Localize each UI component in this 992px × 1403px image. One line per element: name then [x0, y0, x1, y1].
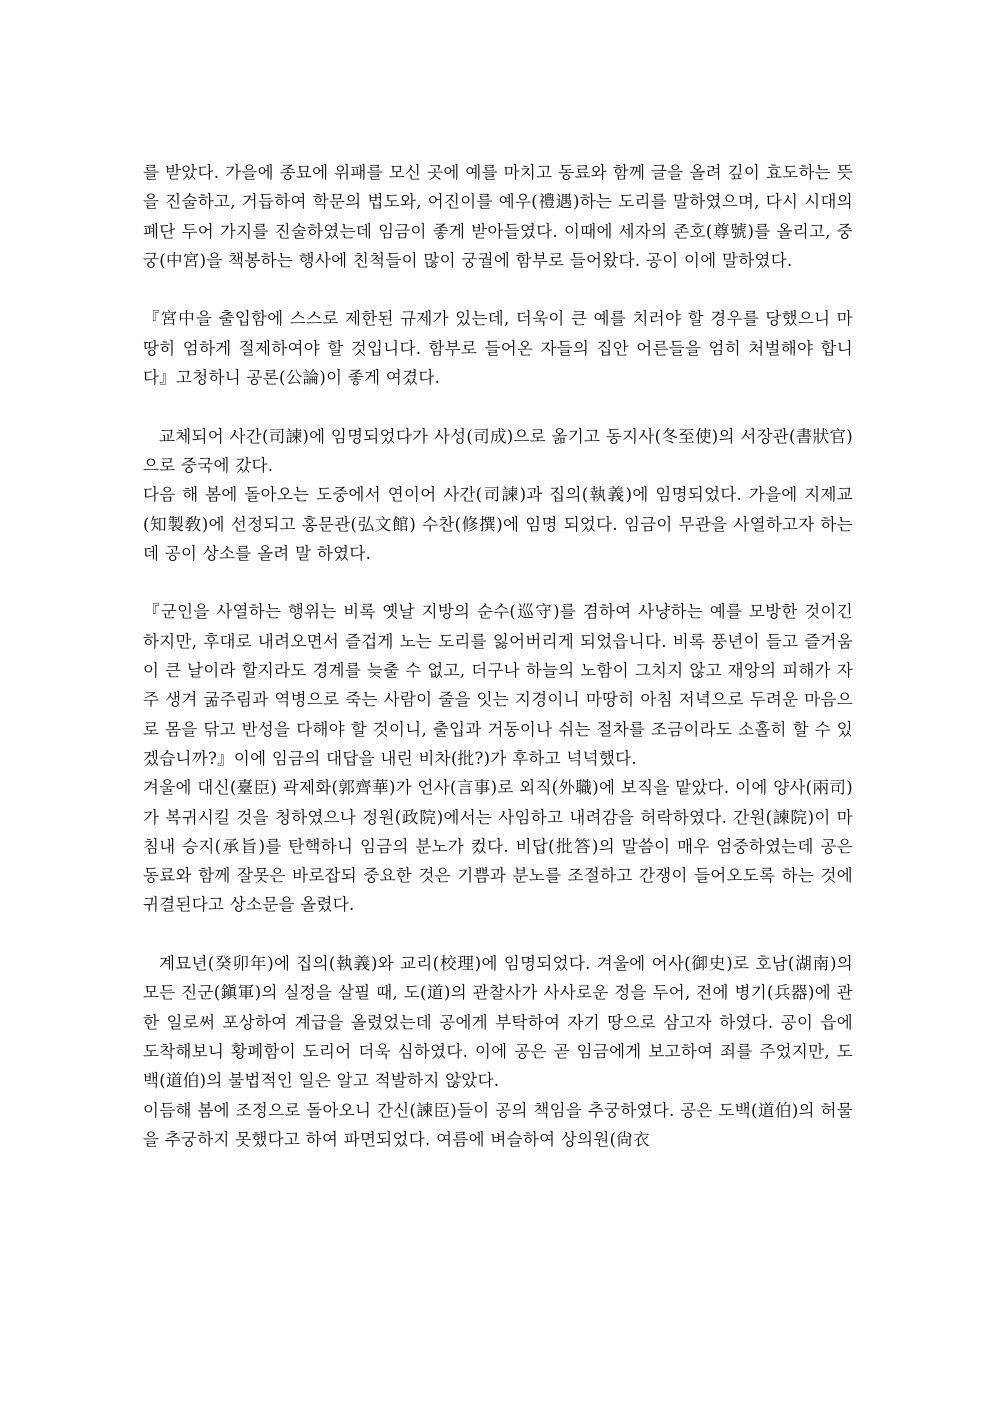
- paragraph-2: 『宮中을 출입함에 스스로 제한된 규제가 있는데, 더욱이 큰 예를 치러야 할 경우를 당했으니 마땅히 엄하게 절제하여야 할 것입니다. 함부로 들어온 자들의 집안 어른들을 엄히 처벌해야 합니다』고청하니 공론(公論)이 좋게 여겼다.: [143, 309, 853, 388]
- document-body: [143, 158, 853, 1154]
- paragraph-1: 를 받았다. 가을에 종묘에 위패를 모신 곳에 예를 마치고 동료와 함께 글을 올려 깊이 효도하는 뜻을 진술하고, 거듭하여 학문의 법도와, 어진이를 예우(禮遇)하는 도리를 말하였으며, 다시 시대의 폐단 두어 가지를 진술하였는데 임금이 좋게 받아들였다. 이때에 세자의 존호(尊號)를 올리고, 중궁(中宮)을 책봉하는 행사에 친척들이 많이 궁궐에 함부로 들어왔다. 공이 이에 말하였다.: [143, 163, 853, 270]
- paragraph-7: 계묘년(癸卯年)에 집의(執義)와 교리(校理)에 임명되었다. 겨울에 어사(御史)로 호남(湖南)의 모든 진군(鎭軍)의 실정을 살필 때, 도(道)의 관찰사가 사사로운 정을 두어, 전에 병기(兵器)에 관한 일로써 포상하여 계급을 올렸었는데 공에게 부탁하여 자기 땅으로 삼고자 하였다. 공이 읍에 도착해보니 황폐함이 도리어 더욱 심하였다. 이에 공은 곧 임금에게 보고하여 죄를 주었지만, 도백(道伯)의 불법적인 일은 알고 적발하지 않았다.: [143, 954, 853, 1091]
- paragraph-spacer: [143, 920, 853, 949]
- paragraph-8: 이듬해 봄에 조정으로 돌아오니 간신(諫臣)들이 공의 책임을 추궁하였다. 공은 도백(道伯)의 허물을 추궁하지 못했다고 하여 파면되었다. 여름에 벼슬하여 상의원(尙衣: [143, 1100, 853, 1149]
- paragraph-5: 『군인을 사열하는 행위는 비록 옛날 지방의 순수(巡守)를 겸하여 사냥하는 예를 모방한 것이긴 하지만, 후대로 내려오면서 즐겁게 노는 도리를 잃어버리게 되었읍니다. 비록 풍년이 들고 즐거움이 큰 날이라 할지라도 경계를 늦출 수 없고, 더구나 하늘의 노함이 그치지 않고 재앙의 피해가 자주 생겨 굶주림과 역병으로 죽는 사람이 줄을 잇는 지경이니 마땅히 아침 저녁으로 두려운 마음으로 몸을 닦고 반성을 다해야 할 것이니, 출입과 거동이나 쉬는 절차를 조금이라도 소홀히 할 수 있겠습니까?』이에 임금의 대답을 내린 비차(批?)가 후하고 넉넉했다.: [143, 602, 853, 768]
- paragraph-spacer: [143, 568, 853, 597]
- paragraph-6: 겨울에 대신(臺臣) 곽제화(郭齊華)가 언사(言事)로 외직(外職)에 보직을 맡았다. 이에 양사(兩司)가 복귀시킬 것을 청하였으나 정원(政院)에서는 사임하고 내려감을 허락하였다. 간원(諫院)이 마침내 승지(承旨)를 탄핵하니 임금의 분노가 컸다. 비답(批答)의 말씀이 매우 엄중하였는데 공은 동료와 함께 잘못은 바로잡되 중요한 것은 기쁨과 분노를 조절하고 간쟁이 들어오도록 하는 것에 귀결된다고 상소문을 올렸다.: [143, 778, 853, 915]
- paragraph-spacer: [143, 275, 853, 304]
- paragraph-spacer: [143, 392, 853, 421]
- paragraph-3: 교체되어 사간(司諫)에 임명되었다가 사성(司成)으로 옮기고 동지사(冬至使)의 서장관(書狀官)으로 중국에 갔다.: [143, 426, 853, 475]
- paragraph-4: 다음 해 봄에 돌아오는 도중에서 연이어 사간(司諫)과 집의(執義)에 임명되었다. 가을에 지제교(知製敎)에 선정되고 홍문관(弘文館) 수찬(修撰)에 임명 되었다. 임금이 무관을 사열하고자 하는데 공이 상소를 올려 말 하였다.: [143, 485, 853, 563]
